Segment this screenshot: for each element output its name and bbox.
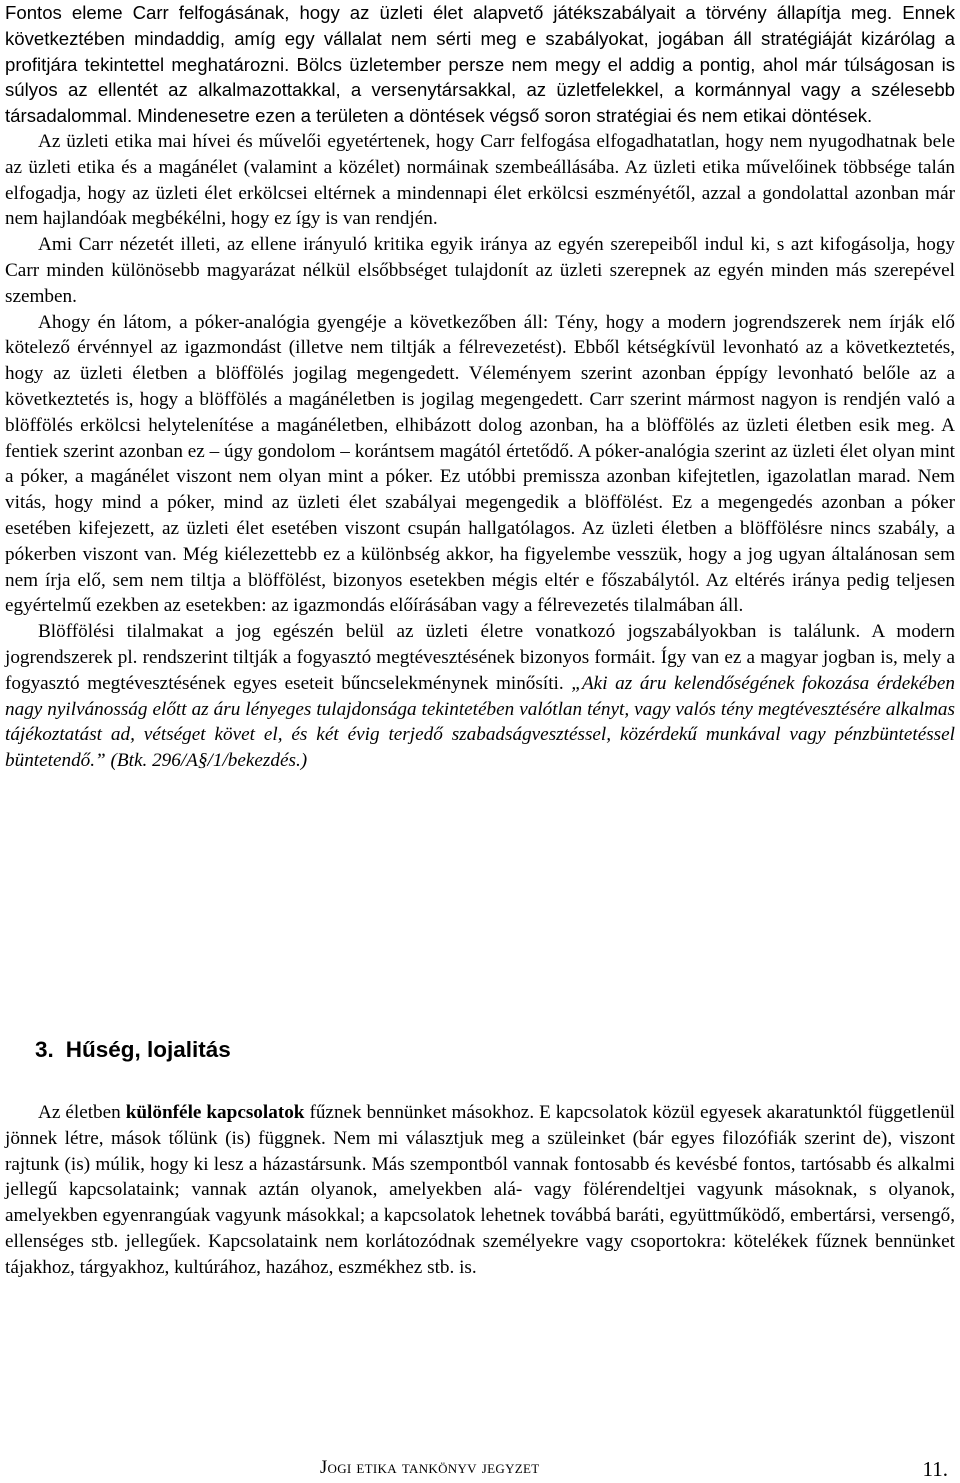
page-number: 11.: [922, 1457, 948, 1481]
legal-quote: „Aki az áru kelendőségének fokozása érdekében nagy nyilvánosság előtt az áru lényeges tulajdonsága tekintetében valótlan tényt, vagy valós tény megtévesztésére alkalmas tájékoztatást ad, vétséget követ el, és két évig terjedő szabadságvesztéssel, közérdekű munkával vagy pénzbüntetéssel büntetendő.” (Btk. 296/A§/1/bekezdés.): [5, 672, 955, 772]
paragraph-relationships: [5, 1100, 955, 1281]
paragraph-poker-analogy: Ahogy én látom, a póker-analógia gyengéje a következőben áll: Tény, hogy a modern jogrendszerek nem írják elő kötelező érvénnyel az igazmondást (illetve nem tiltják a félrevezetést). Ebből kétségkívül levonható az a következtetés, hogy az üzleti életben a blöffölés jogilag megengedett. Véleményem szerint azonban éppígy levonható belőle az a következtetés is, hogy a blöffölés a magánéletben is jogilag megengedett. Carr szerint mármost nagyon is rendjén való a blöffölés erkölcsi helytelenítése a magánéletben, elhibázott dolog azonban, ha a blöffölés az üzleti életben esik meg. A fentiek szerint azonban ez – úgy gondolom – korántsem magától értetődő. A póker-analógia szerint az üzleti élet olyan mint a póker, a magánélet viszont nem olyan mint a póker. Ez utóbbi premissza azonban kifejtetlen, igazolatlan marad. Nem vitás, hogy mind a póker, mind az üzleti élet szabályai megengedik a blöffölést. Ez a megengedés azonban a póker esetében kifejezett, az üzleti élet esetében viszont csupán hallgatólagos. Az üzleti életben a blöffölésre nincs szabály, a pókerben viszont van. Még kiélezettebb ez a különbség akkor, ha figyelembe vesszük, hogy a jog ugyan általánosan sem nem írja elő, sem nem tiltja a blöffölést, bizonyos esetekben mégis eltér e főszabálytól. Az eltérés iránya pedig teljesen egyértelmű ezekben az esetekben: az igazmondás előírásában vagy a félrevezetés tilalmában áll.: [5, 311, 955, 617]
paragraph-criticism: Ami Carr nézetét illeti, az ellene irányuló kritika egyik iránya az egyén szerepeiből indul ki, s azt kifogásolja, hogy Carr minden különösebb magyarázat nélkül elsőbbséget tulajdonít az üzleti szerepnek az egyén minden más szerepével szemben.: [5, 234, 955, 307]
paragraph-lead: Blöffölési tilalmakat a jog egészén belül az üzleti életre vonatkozó jogszabályokban is találunk. A modern jogrendszerek pl. rendszerint tiltják a fogyasztó megtévesztésének bizonyos formáit. Így van ez a magyar jogban is, mely a fogyasztó megtévesztésének egyes eseteit bűncselekménynek minősíti.: [5, 621, 955, 694]
page-footer: [320, 1458, 948, 1482]
section-title: Hűség, lojalitás: [65, 1037, 231, 1062]
section-number: 3.: [35, 1037, 54, 1062]
body-text: [5, 0, 955, 774]
paragraph-business-ethics: Az üzleti etika mai hívei és művelői egyetértenek, hogy Carr felfogása elfogadhatatlan, hogy nem nyugodhatnak bele az üzleti etika és a magánélet (valamint a közélet) normáinak szembeállásába. Az üzleti etika művelőinek többsége talán elfogadja, hogy az üzleti élet erkölcsei eltérnek a mindennapi élet erkölcsi eszményétől, azzal a gondolattal azonban már nem hajlandóak megbékélni, hogy ez így is van rendjén.: [5, 130, 955, 230]
footer-title: Jogi etika tankönyv jegyzet: [320, 1458, 540, 1478]
paragraph-carr-view: Fontos eleme Carr felfogásának, hogy az üzleti élet alapvető játékszabályait a törvény állapítja meg. Ennek következtében mindaddig, amíg egy vállalat nem sérti meg e szabályokat, jogában áll stratégiáját kizárólag a profitjára tekintettel meghatározni. Bölcs üzletember persze nem megy el addig a pontig, ahol már túlságosan is súlyos az ellentét az alkalmazottakkal, a versenytársakkal, az üzletfelekkel, a kormánnyal vagy a szélesebb társadalommal. Mindenesetre ezen a területen a döntések végső soron stratégiai és nem etikai döntések.: [5, 2, 955, 127]
section-heading: [35, 1036, 231, 1064]
paragraph-start: Az életben: [38, 1102, 126, 1123]
paragraph-bluff-prohibition: [5, 619, 955, 774]
section-body: [5, 1100, 955, 1281]
bold-term: különféle kapcsolatok: [125, 1102, 305, 1123]
paragraph-rest: fűznek bennünket másokhoz. E kapcsolatok közül egyesek akaratunktól függetlenül jönnek létre, mások tőlünk (is) függnek. Nem mi választjuk meg a szüleinket (bár egyes filozófiák szerint de), viszont rajtunk (is) múlik, hogy ki lesz a házastársunk. Más szempontból vannak fontosabb és kevésbé fontos, tartósabb és alkalmi jellegű kapcsolataink; vannak aztán olyanok, amelyekben alá- vagy fölérendeltjei vagyunk másoknak, s olyanok, amelyekben egyenrangúak vagyunk másokkal; a kapcsolatok lehetnek továbbá baráti, együttműködő, embertársi, versengő, ellenséges stb. jellegűek. Kapcsolataink nem korlátozódnak személyekre vagy csoportokra: kötelékek fűznek bennünket tájakhoz, tárgyakhoz, kultúrához, hazához, eszmékhez stb. is.: [5, 1102, 955, 1278]
